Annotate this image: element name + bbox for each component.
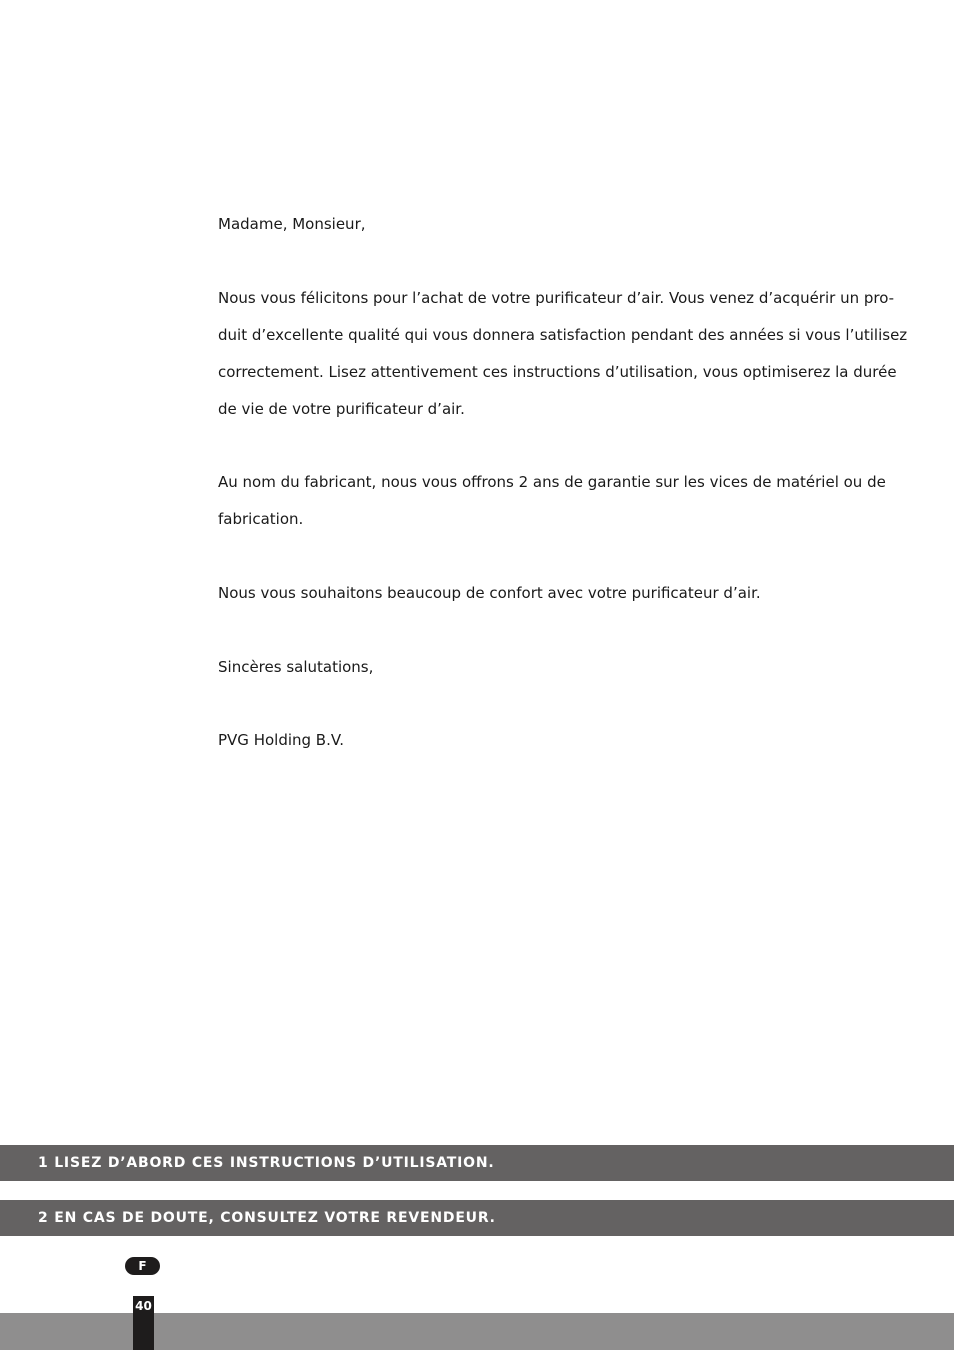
closing: Sincères salutations, [218,658,374,676]
paragraph-1-line-2: duit d’excellente qualité qui vous donnera satisfaction pendant des années si vous l’utilisez [218,326,908,344]
paragraph-2-line-2: fabrication. [218,510,304,528]
salutation: Madame, Monsieur, [218,215,366,233]
signature: PVG Holding B.V. [218,731,344,749]
paragraph-2-line-1: Au nom du fabricant, nous vous offrons 2 ans de garantie sur les vices de matériel ou de [218,473,886,491]
page-number: 40 [133,1296,154,1350]
paragraph-1-line-3: correctement. Lisez attentivement ces instructions d’utilisation, vous optimiserez la durée [218,363,897,381]
paragraph-1-line-4: de vie de votre purificateur d’air. [218,400,465,418]
notice-band-2: 2 EN CAS DE DOUTE, CONSULTEZ VOTRE REVENDEUR. [0,1200,954,1236]
paragraph-3: Nous vous souhaitons beaucoup de confort avec votre purificateur d’air. [218,584,761,602]
notice-band-1: 1 LISEZ D’ABORD CES INSTRUCTIONS D’UTILISATION. [0,1145,954,1181]
language-badge: F [125,1257,160,1275]
paragraph-1-line-1: Nous vous félicitons pour l’achat de votre purificateur d’air. Vous venez d’acquérir un pro- [218,289,895,307]
